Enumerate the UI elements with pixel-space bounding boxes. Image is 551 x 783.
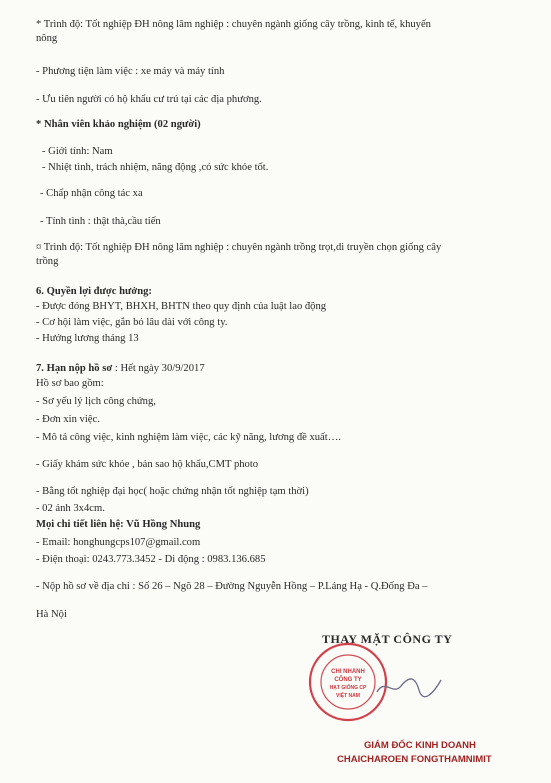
submit-address-cont: Hà Nội bbox=[36, 609, 67, 620]
section-heading-testers: * Nhân viên khảo nghiệm (02 người) bbox=[36, 119, 201, 130]
dossier-description: - Mô tả công việc, kinh nghiệm làm việc, các kỹ năng, lương đề xuất…. bbox=[36, 432, 341, 443]
gender-line: - Giới tính: Nam bbox=[42, 146, 113, 157]
qualification-line: * Trình độ: Tốt nghiệp ĐH nông lâm nghiệp : chuyên ngành giống cây trồng, kinh tế, khuyến bbox=[36, 19, 431, 30]
qualification-line-2: ¤ Trình độ: Tốt nghiệp ĐH nông lâm nghiệp : chuyên ngành trồng trọt,di truyền chọn giống cây bbox=[36, 242, 442, 253]
svg-text:VIỆT NAM: VIỆT NAM bbox=[336, 693, 360, 699]
company-representative-title: THAY MẶT CÔNG TY bbox=[322, 632, 453, 646]
contact-heading: Mọi chi tiết liên hệ: Vũ Hồng Nhung bbox=[36, 519, 201, 530]
vehicle-line: - Phương tiện làm việc : xe máy và máy tính bbox=[36, 66, 225, 77]
deadline-label: 7. Hạn nộp hồ sơ bbox=[36, 363, 113, 374]
qualification-line-2-cont: trồng bbox=[36, 256, 59, 267]
qualification-line-cont: nông bbox=[36, 33, 58, 44]
svg-text:CHI NHÁNH: CHI NHÁNH bbox=[331, 669, 365, 675]
handwritten-signature bbox=[375, 672, 445, 700]
section-heading-benefits: 6. Quyền lợi được hưởng: bbox=[36, 286, 152, 297]
dossier-application: - Đơn xin việc. bbox=[36, 414, 100, 425]
dossier-degree: - Bằng tốt nghiệp đại học( hoặc chứng nhận tốt nghiệp tạm thời) bbox=[36, 486, 309, 497]
travel-line: - Chấp nhận công tác xa bbox=[40, 188, 143, 199]
director-name: CHAICHAROEN FONGTHAMNIMIT bbox=[337, 754, 492, 765]
svg-text:CÔNG TY: CÔNG TY bbox=[334, 677, 362, 683]
deadline-line bbox=[36, 362, 205, 375]
contact-email: - Email: honghungcps107@gmail.com bbox=[36, 537, 201, 548]
benefit-opportunity: - Cơ hội làm việc, gắn bó lâu dài với công ty. bbox=[36, 317, 228, 328]
priority-line: - Ưu tiên người có hộ khẩu cư trú tại các địa phương. bbox=[36, 94, 262, 105]
dossier-photos: - 02 ảnh 3x4cm. bbox=[36, 503, 105, 514]
deadline-value: : Hết ngày 30/9/2017 bbox=[112, 363, 205, 374]
submit-address: - Nộp hồ sơ về địa chỉ : Số 26 – Ngõ 28 – Đường Nguyễn Hồng – P.Láng Hạ - Q.Đống Đa – bbox=[36, 581, 428, 592]
benefit-13th-month: - Hưởng lương tháng 13 bbox=[36, 333, 139, 344]
attitude-line: - Nhiệt tình, trách nhiệm, năng động ,có sức khỏe tốt. bbox=[42, 162, 269, 173]
benefit-insurance: - Được đóng BHYT, BHXH, BHTN theo quy định của luật lao động bbox=[36, 301, 327, 312]
contact-phone: - Điện thoại: 0243.773.3452 - Di động : 0983.136.685 bbox=[36, 554, 266, 565]
dossier-health: - Giấy khám sức khỏe , bản sao hộ khẩu,CMT photo bbox=[36, 459, 259, 470]
personality-line: - Tính tình : thật thà,cầu tiến bbox=[40, 216, 161, 227]
dossier-cv: - Sơ yếu lý lịch công chứng, bbox=[36, 396, 156, 407]
director-title: GIÁM ĐỐC KINH DOANH bbox=[364, 740, 476, 751]
svg-text:HẠT GIỐNG CP: HẠT GIỐNG CP bbox=[329, 685, 367, 691]
dossier-heading: Hồ sơ bao gồm: bbox=[36, 378, 104, 389]
